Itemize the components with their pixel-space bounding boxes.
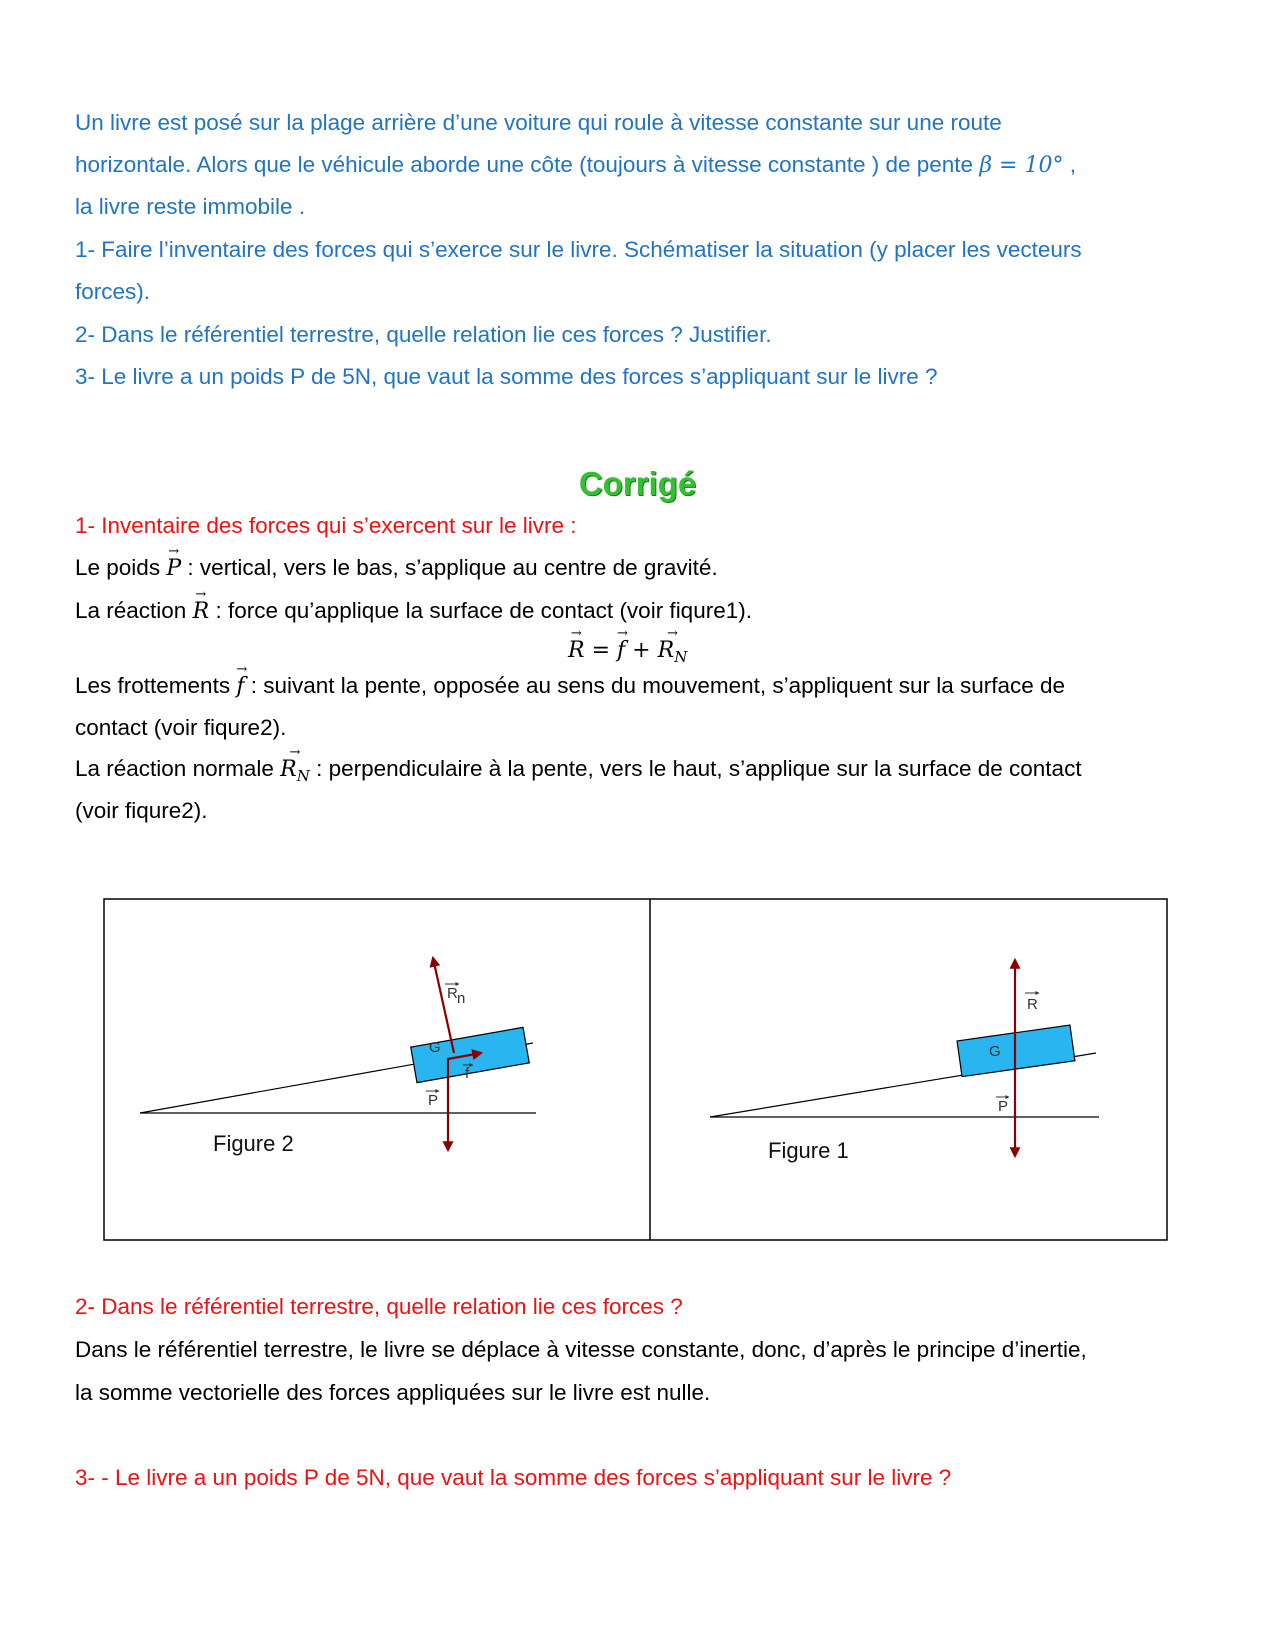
- poids-vector: → P: [166, 554, 181, 584]
- corrige-title: Corrigé: [578, 465, 697, 502]
- fig1-label-R: R: [1027, 996, 1038, 1013]
- normal-vector: [280, 755, 310, 791]
- eq-RN: [658, 636, 688, 672]
- eq-f: → f: [617, 636, 625, 666]
- normal-letter: R: [280, 757, 297, 782]
- reaction-line: [75, 596, 752, 627]
- reaction-equation: [568, 636, 687, 672]
- fig2-label-P: P: [428, 1092, 439, 1109]
- fig2-label-G: G: [429, 1039, 441, 1056]
- eq-RN-letter: R: [657, 638, 675, 663]
- frottements-line-2: contact (voir fiqure2).: [75, 715, 287, 740]
- normal-desc: : perpendiculaire à la pente, vers le haut, s’applique sur la surface de contact: [316, 756, 1082, 781]
- reaction-label: La réaction: [75, 598, 187, 623]
- eq-R: → R: [568, 636, 585, 666]
- fig2-label-Rn: R: [447, 985, 458, 1002]
- fig1-caption: Figure 1: [768, 1138, 849, 1163]
- statement-line-1: Un livre est posé sur la plage arrière d’une voiture qui roule à vitesse constante sur une route: [75, 110, 1002, 135]
- question-2: 2- Dans le référentiel terrestre, quelle relation lie ces forces ? Justifier.: [75, 322, 772, 347]
- answer-2-line-1: Dans le référentiel terrestre, le livre se déplace à vitesse constante, donc, d’après le principe d’inertie,: [75, 1337, 1087, 1362]
- normal-label: La réaction normale: [75, 756, 274, 781]
- answer-2-heading: 2- Dans le référentiel terrestre, quelle relation lie ces forces ?: [75, 1294, 683, 1319]
- frottements-label: Les frottements: [75, 673, 231, 698]
- eq-plus: +: [632, 638, 651, 663]
- fig2-label-f: f: [465, 1065, 470, 1082]
- frottements-line-1: [75, 671, 1065, 702]
- question-1-line-2: forces).: [75, 279, 151, 304]
- question-1-line-1: 1- Faire l’inventaire des forces qui s’exerce sur le livre. Schématiser la situation (y placer les vecteurs: [75, 237, 1082, 262]
- reaction-vector: → R: [193, 597, 210, 627]
- statement-comma: ,: [1069, 152, 1077, 177]
- eq-equals: =: [591, 638, 611, 663]
- answer-3-heading: 3- - Le livre a un poids P de 5N, que vaut la somme des forces s’appliquant sur le livre ?: [75, 1465, 952, 1490]
- frottements-vector: → f: [236, 672, 244, 702]
- statement-line-2: [75, 150, 1076, 181]
- statement-line-2-text: horizontale. Alors que le véhicule aborde une côte (toujours à vitesse constante ) de pente: [75, 152, 974, 177]
- fig2-label-Rn-sub: n: [457, 990, 466, 1007]
- question-3: 3- Le livre a un poids P de 5N, que vaut la somme des forces s’appliquant sur le livre ?: [75, 364, 938, 389]
- poids-desc: : vertical, vers le bas, s’applique au centre de gravité.: [187, 555, 718, 580]
- frottements-desc: : suivant la pente, opposée au sens du mouvement, s’appliquent sur la surface de: [250, 673, 1066, 698]
- statement-line-3: la livre reste immobile .: [75, 194, 306, 219]
- normal-sub: N: [296, 767, 310, 785]
- fig1-label-P: P: [998, 1098, 1009, 1115]
- normal-line-2: (voir fiqure2).: [75, 798, 208, 823]
- figures-panel: [103, 898, 1168, 1242]
- poids-line: [75, 553, 718, 584]
- fig2-caption: Figure 2: [213, 1131, 294, 1156]
- poids-label: Le poids: [75, 555, 161, 580]
- reaction-desc: : force qu’applique la surface de contact (voir fiqure1).: [215, 598, 752, 623]
- normal-line-1: [75, 754, 1082, 791]
- answer-1-heading: 1- Inventaire des forces qui s’exercent sur le livre :: [75, 513, 577, 538]
- eq-RN-sub: N: [674, 648, 688, 666]
- fig1-label-G: G: [989, 1043, 1001, 1060]
- answer-2-line-2: la somme vectorielle des forces appliquées sur le livre est nulle.: [75, 1380, 711, 1405]
- slope-angle: β = 10°: [979, 153, 1064, 178]
